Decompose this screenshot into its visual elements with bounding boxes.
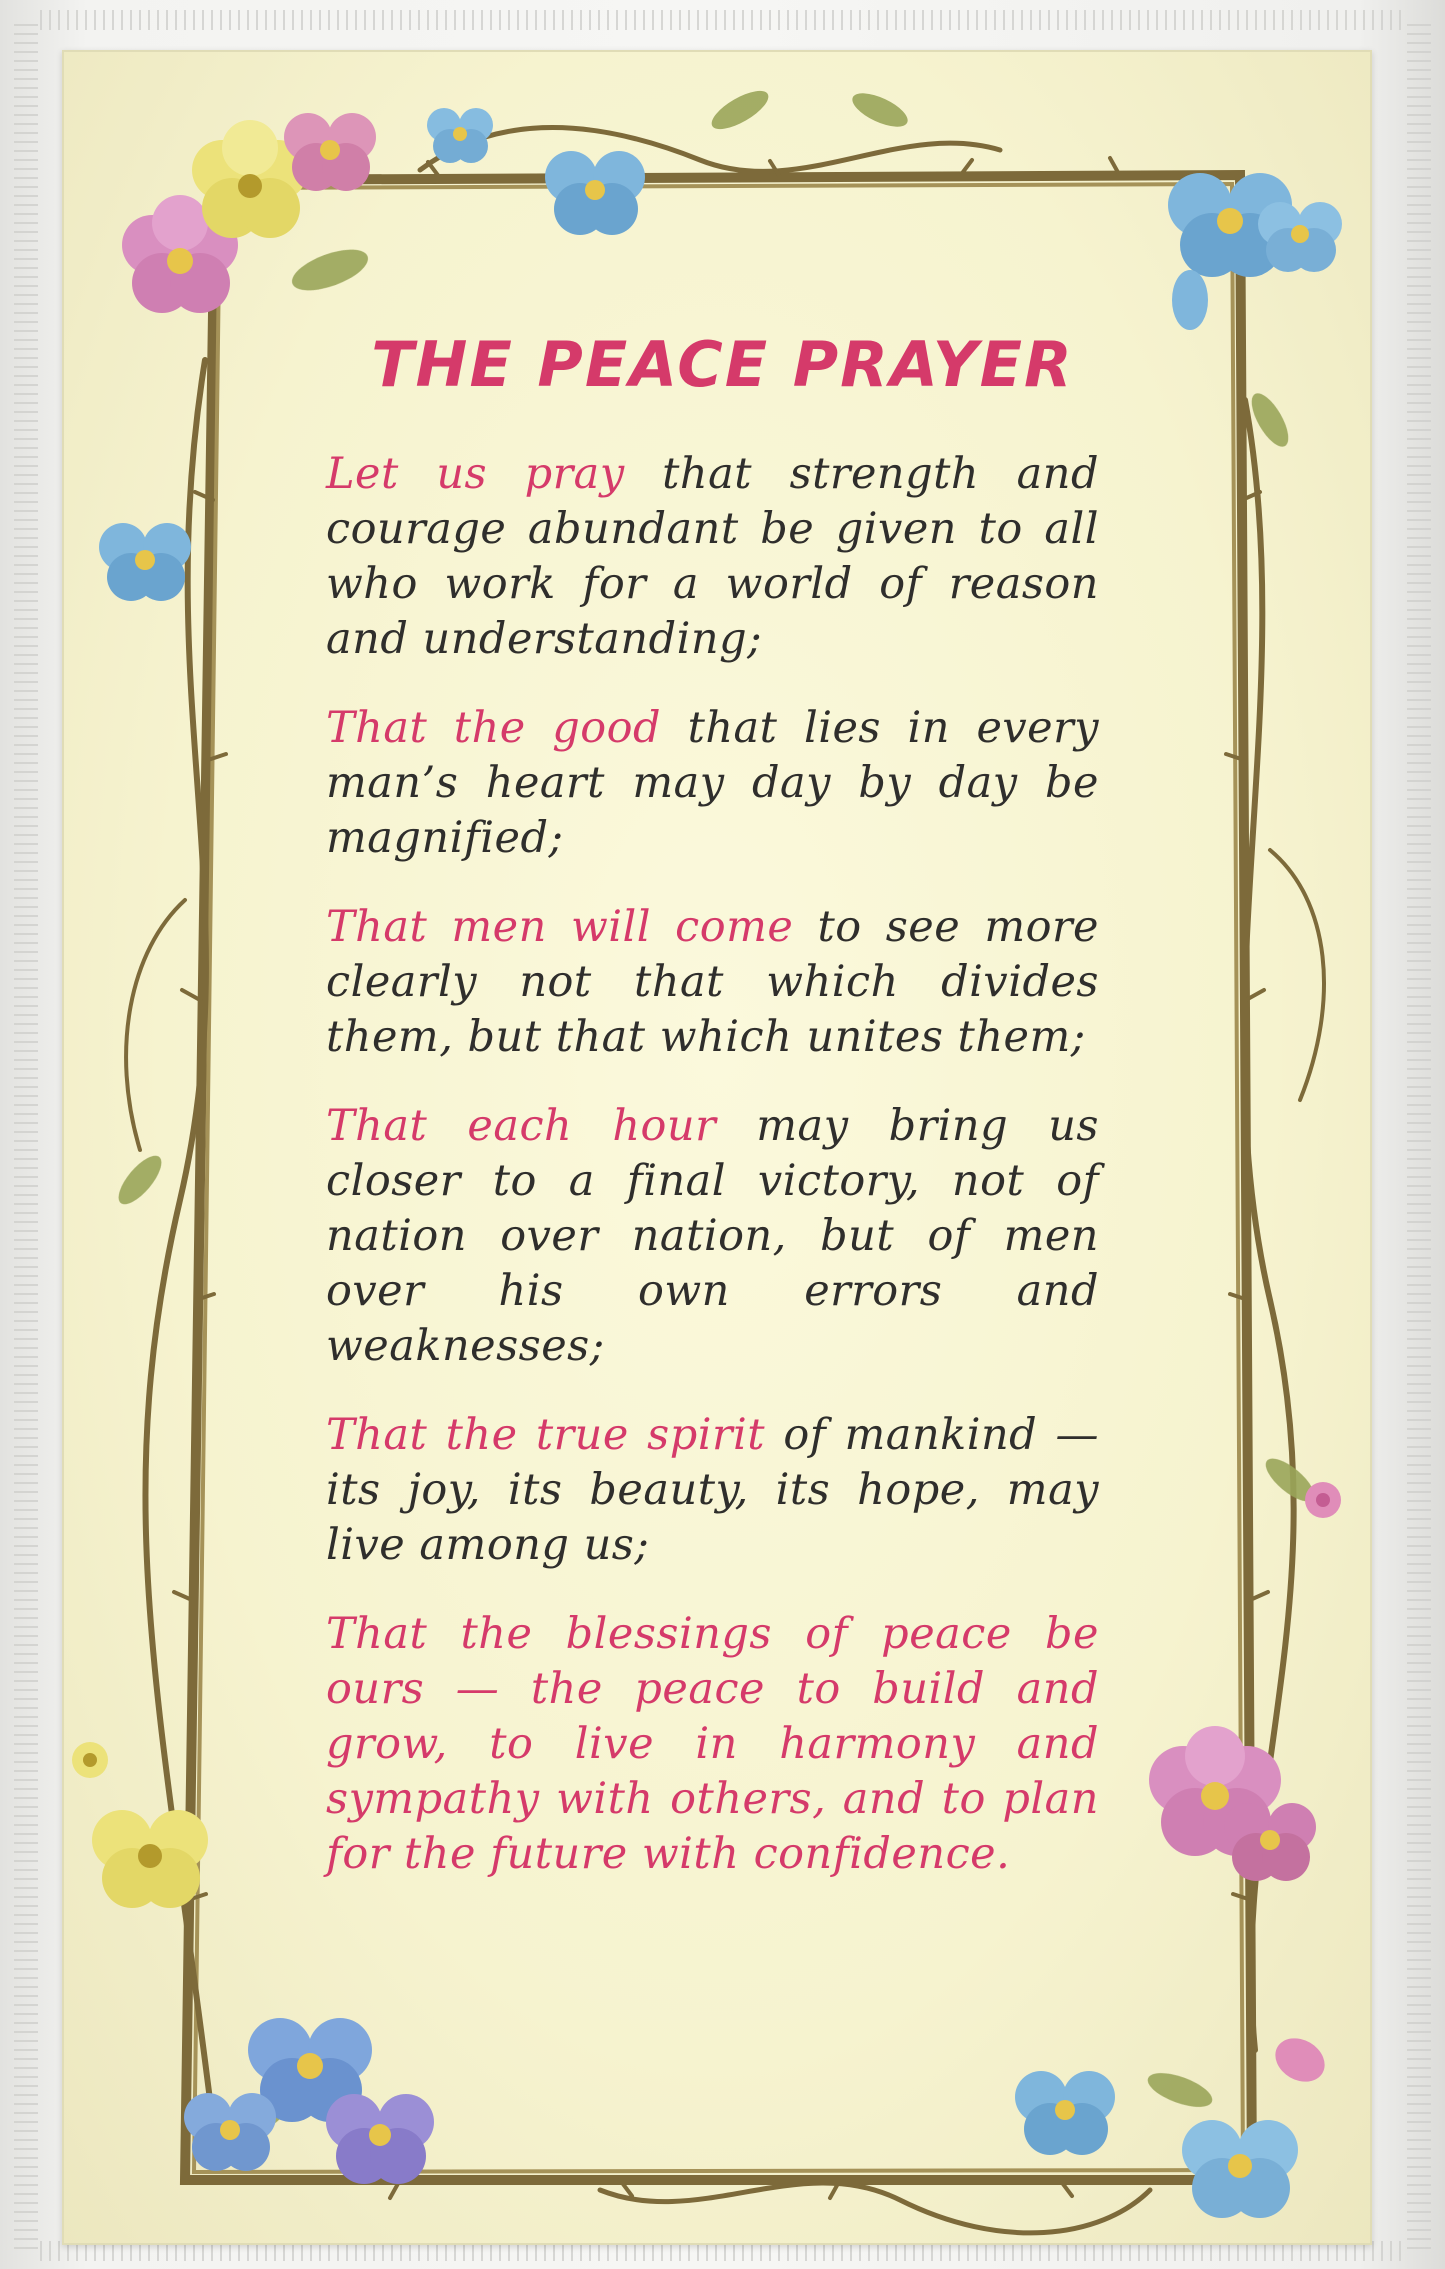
stanza-closing	[326, 1607, 1099, 1882]
flower-blue-top	[545, 151, 645, 235]
stanza-text: of mankind — its joy, its beauty, its hope, may live among us;	[326, 1410, 1099, 1570]
stanza-lead: Let us pray	[326, 449, 625, 499]
flower-pink-bud-bottom-right	[1267, 2030, 1332, 2091]
flower-blue-left	[99, 523, 191, 601]
flower-yellow-left	[92, 1810, 208, 1908]
stanza	[326, 701, 1099, 866]
flower-pink-bud-right	[1305, 1482, 1341, 1518]
stanza	[326, 1099, 1099, 1374]
stanza	[326, 900, 1099, 1065]
stanza-lead: That each hour	[326, 1101, 717, 1151]
flower-blue-top-right-2	[1258, 202, 1342, 272]
stanza	[326, 447, 1099, 667]
vine-top-curl	[420, 128, 1000, 172]
flower-pink-top-left-2	[284, 113, 376, 191]
stanza-lead: That men will come	[326, 902, 794, 952]
prayer-body	[326, 447, 1099, 1916]
flower-blue-bottom-left-2	[184, 2093, 276, 2171]
vine-branch-right	[1270, 850, 1324, 1100]
flower-blue-top-small	[427, 108, 493, 163]
stanza-lead: That the blessings of peace be ours — the peace to build and grow, to live in harmony and sympathy with others, and to plan for the future with confidence.	[326, 1609, 1099, 1879]
stanza-lead: That the good	[326, 703, 662, 753]
stanza-text: that strength and courage abundant be given to all who work for a world of reason and understanding;	[326, 449, 1100, 664]
flower-blue-bottom-right	[1015, 2071, 1115, 2155]
flower-purple-bottom-left	[326, 2094, 434, 2184]
stanza	[326, 1408, 1099, 1573]
stanza-text: that lies in every man’s heart may day by day be magnified;	[326, 703, 1099, 863]
stanza-lead: That the true spirit	[326, 1410, 766, 1460]
flower-blue-bud-right	[1172, 270, 1208, 330]
stanza-text: may bring us closer to a final victory, not of nation over nation, but of men over his own errors and weaknesses;	[326, 1101, 1099, 1371]
flower-blue-bottom-right-2	[1182, 2120, 1298, 2218]
flower-yellow-left-small	[72, 1742, 108, 1778]
prayer-title: THE PEACE PRAYER	[371, 328, 1074, 401]
vine-branch-left	[126, 900, 185, 1150]
stanza-text: to see more clearly not that which divides them, but that which unites them;	[326, 902, 1099, 1062]
